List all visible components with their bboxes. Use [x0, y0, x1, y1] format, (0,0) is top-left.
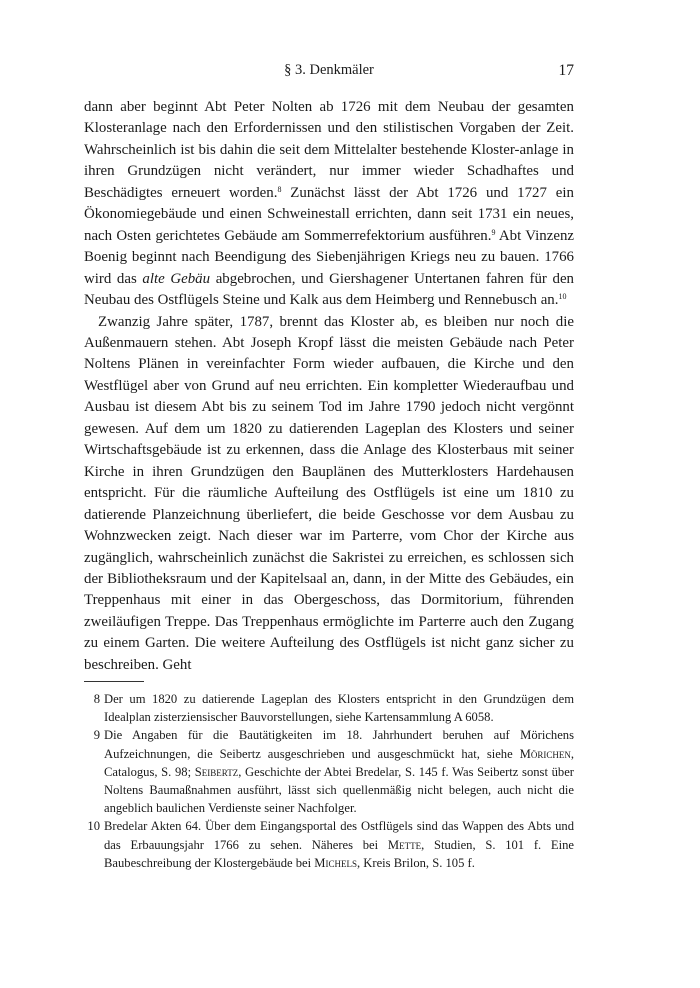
text-span: Zunächst lässt der Abt 1726 und 1727 ein Ökonomiegebäude und einen Schweinestall errichten, dann seit 1731 ein neues, nach Osten gerichtetes Gebäude am Sommerrefektorium ausführen. [84, 184, 574, 244]
text-span: Abt Vinzenz Boenig beginnt nach Beendigung des Siebenjährigen Kriegs neu zu bauen. 1766 wird das [84, 227, 574, 287]
footnote-10 [84, 817, 574, 872]
page-number: 17 [558, 62, 574, 79]
footnote-text: , Catalogus, S. 98; [104, 746, 574, 779]
footnote-rule [84, 681, 144, 682]
italic-quote: alte Gebäu [142, 270, 211, 287]
text-span: abgebrochen, und Giershagener Untertanen fahren für den Neubau des Ostflügels Steine und Kalk aus dem Heimberg und Rennebusch an. [84, 270, 574, 309]
footnote-text: Bredelar Akten 64. Über dem Eingangsportal des Ostflügels sind das Wappen des Abts und das Erbauungsjahr 1766 zu sehen. Näheres bei [104, 819, 574, 852]
author-name: Mette [387, 837, 422, 852]
author-name: Mörichen [519, 746, 571, 761]
footnote-number: 8 [93, 692, 100, 706]
footnote-ref-9: 9 [491, 227, 496, 237]
footnote-text: , Geschichte der Abtei Bredelar, S. 145 f. Was Seibertz sonst über Noltens Baumaßnahmen ausführt, lässt sich quellenmäßig nicht belegen, auch nicht die angeblich baulichen Verdienste seiner Nachfolger. [104, 764, 574, 816]
footnotes [84, 690, 574, 872]
footnote-ref-10: 10 [558, 292, 567, 302]
main-text [84, 97, 574, 676]
footnote-ref-8: 8 [277, 184, 282, 194]
paragraph-1 [84, 97, 574, 312]
author-name: Seibertz [194, 764, 239, 779]
footnote-8 [84, 690, 574, 726]
paragraph-2: Zwanzig Jahre später, 1787, brennt das Kloster ab, es bleiben nur noch die Außenmauern stehen. Abt Joseph Kropf lässt die meisten Gebäude nach Peter Noltens Plänen in vereinfachter Form wieder aufbauen, die Kirche und den Westflügel aber von Grund auf neu errichten. Ein kompletter Wiederaufbau und Ausbau ist diesem Abt bis zu seinem Tod im Jahre 1790 jedoch nicht vergönnt gewesen. Auf dem um 1820 zu datierenden Lageplan des Klosters und seiner Wirtschaftsgebäude ist zu erkennen, dass die Anlage des Klosterbaus mit seiner Kirche in ihren Grundzügen den Bauplänen des Mutterklosters Hardehausen entspricht. Für die räumliche Aufteilung des Ostflügels ist eine um 1810 zu datierende Planzeichnung überliefert, die beide Geschosse vor dem Ausbau zu Wohnzwecken zeigt. Nach dieser war im Parterre, vom Chor der Kirche aus zugänglich, wahrscheinlich zunächst die Sakristei zu erreichen, es schlossen sich der Bibliotheksraum und der Kapitelsaal an, dann, in der Mitte des Gebäudes, ein Treppenhaus mit einer in das Obergeschoss, das Dormitorium, führenden zweiläufigen Treppe. Das Treppenhaus ermöglichte im Parterre auch den Zugang zu einem Garten. Die weitere Aufteilung des Ostflügels ist nicht ganz sicher zu beschreiben. Geht [84, 313, 574, 673]
footnote-text: Der um 1820 zu datierende Lageplan des Klosters entspricht in den Grundzügen dem Idealplan zisterziensischer Bauvorstellungen, siehe Kartensammlung A 6058. [104, 692, 574, 725]
footnote-text: , Kreis Brilon, S. 105 f. [357, 855, 475, 870]
footnote-9 [84, 726, 574, 817]
section-title: § 3. Denkmäler [284, 62, 374, 78]
text-span: dann aber beginnt Abt Peter Nolten ab 1726 mit dem Neubau der gesamten Klosteranlage nach den Erfordernissen und den stilistischen Vorgaben der Zeit. Wahrscheinlich ist bis dahin die seit dem Mittelalter bestehende Kloster-anlage in ihren Grundzügen nicht verändert, nur immer wieder Schadhaftes und Beschädigtes erneuert worden. [84, 99, 574, 201]
running-head [84, 62, 574, 84]
author-name: Michels [314, 855, 357, 870]
footnote-text: Die Angaben für die Bautätigkeiten im 18. Jahrhundert beruhen auf Mörichens Aufzeichnungen, die Seibertz ausgeschrieben und ausgeschmückt hat, siehe [104, 728, 574, 761]
footnote-text: , Studien, S. 101 f. Eine Baubeschreibung der Klostergebäude bei [104, 837, 574, 870]
footnote-number: 10 [87, 819, 100, 834]
footnote-number: 9 [93, 728, 100, 743]
